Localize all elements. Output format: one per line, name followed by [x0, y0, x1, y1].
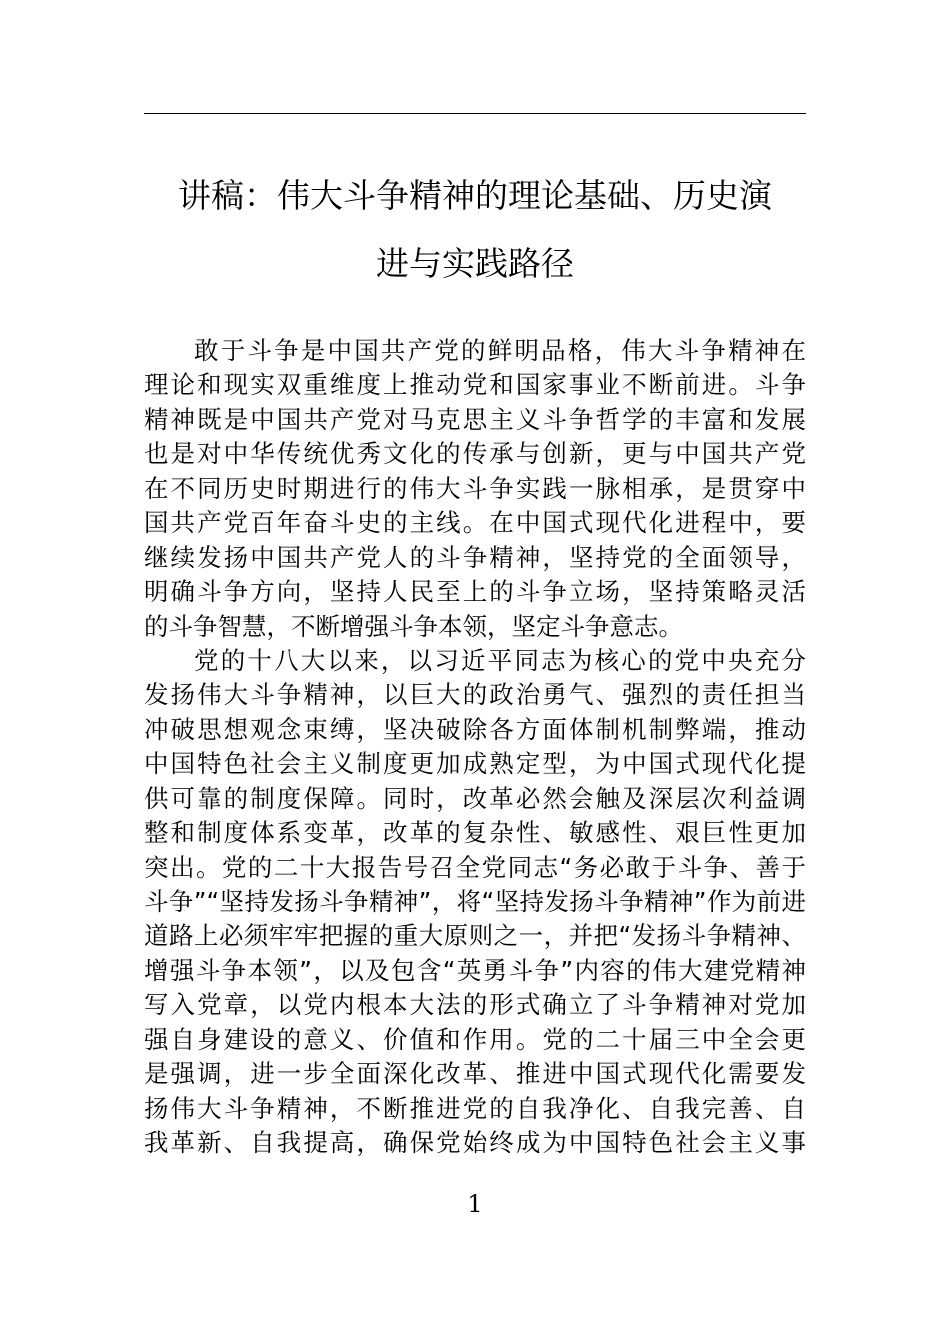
text-line: 增强斗争本领”，以及包含“英勇斗争”内容的伟大建党精神 [144, 955, 806, 985]
text-line: 写入党章，以党内根本大法的形式确立了斗争精神对党加 [144, 990, 806, 1020]
text-line: 在不同历史时期进行的伟大斗争实践一脉相承，是贯穿中 [144, 473, 806, 503]
page-number: 1 [467, 1190, 483, 1218]
text-line: 也是对中华传统优秀文化的传承与创新，更与中国共产党 [144, 439, 806, 469]
text-line: 党的十八大以来，以习近平同志为核心的党中央充分 [194, 645, 806, 675]
document-body [144, 334, 806, 1161]
header-rule [144, 113, 806, 114]
text-line: 我革新、自我提高，确保党始终成为中国特色社会主义事 [144, 1128, 806, 1158]
text-line: 斗争”“坚持发扬斗争精神”，将“坚持发扬斗争精神”作为前进 [144, 887, 806, 916]
text-line: 冲破思想观念束缚，坚决破除各方面体制机制弊端，推动 [144, 714, 806, 744]
paragraph-2 [144, 644, 806, 1161]
document-title [144, 162, 806, 298]
paragraph-1 [144, 334, 806, 644]
text-line: 道路上必须牢牢把握的重大原则之一，并把“发扬斗争精神、 [144, 921, 806, 951]
text-line: 整和制度体系变革，改革的复杂性、敏感性、艰巨性更加 [144, 818, 806, 848]
text-line: 扬伟大斗争精神，不断推进党的自我净化、自我完善、自 [144, 1093, 806, 1123]
text-line: 的斗争智慧，不断增强斗争本领，坚定斗争意志。 [144, 611, 683, 641]
text-line: 明确斗争方向，坚持人民至上的斗争立场，坚持策略灵活 [144, 577, 806, 607]
title-line: 进与实践路径 [376, 244, 574, 283]
text-line: 中国特色社会主义制度更加成熟定型，为中国式现代化提 [144, 749, 806, 779]
text-line: 敢于斗争是中国共产党的鲜明品格，伟大斗争精神在 [194, 336, 806, 365]
text-line: 国共产党百年奋斗史的主线。在中国式现代化进程中，要 [144, 508, 806, 538]
text-line: 供可靠的制度保障。同时，改革必然会触及深层次利益调 [144, 783, 806, 813]
text-line: 强自身建设的意义、价值和作用。党的二十届三中全会更 [144, 1024, 806, 1054]
text-line: 发扬伟大斗争精神，以巨大的政治勇气、强烈的责任担当 [144, 680, 806, 710]
text-line: 继续发扬中国共产党人的斗争精神，坚持党的全面领导， [144, 542, 806, 572]
title-line: 讲稿：伟大斗争精神的理论基础、历史演 [178, 176, 772, 215]
text-line: 是强调，进一步全面深化改革、推进中国式现代化需要发 [144, 1059, 806, 1089]
text-line: 精神既是中国共产党对马克思主义斗争哲学的丰富和发展 [144, 404, 806, 434]
text-line: 理论和现实双重维度上推动党和国家事业不断前进。斗争 [144, 370, 806, 400]
text-line: 突出。党的二十大报告号召全党同志“务必敢于斗争、善于 [144, 852, 806, 882]
